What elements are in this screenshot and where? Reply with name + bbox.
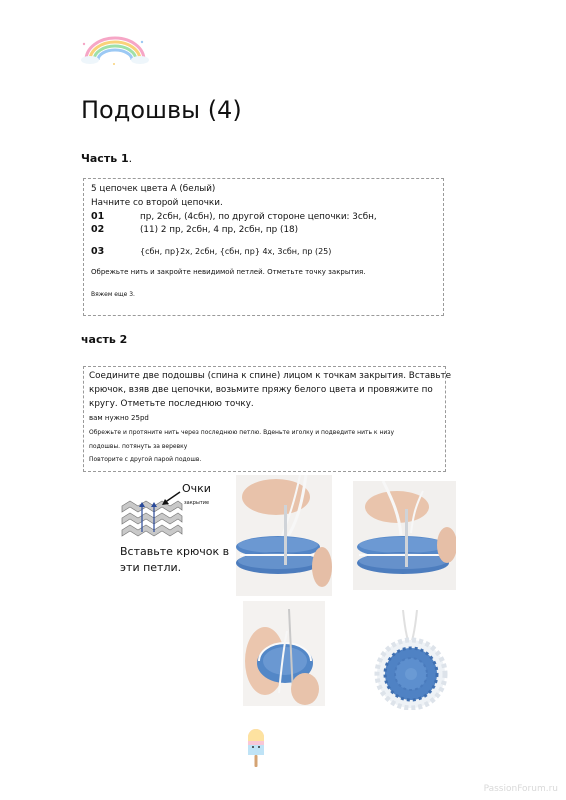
diagram-label-small: закрытие bbox=[184, 500, 210, 506]
part2-small: Обрежьте и протяните нить через последнюю петлю. Вденьте иголку и подведите нить к низу bbox=[89, 429, 395, 436]
part1-heading-tail: . bbox=[128, 152, 133, 165]
diagram-label-top: Очки bbox=[182, 482, 211, 495]
row-text: пр, 2сбн, (4сбн), по другой стороне цепочки: 3сбн, bbox=[140, 212, 377, 222]
photo-needle-threading bbox=[243, 601, 325, 706]
row-number: 03 bbox=[91, 246, 105, 257]
rainbow-logo bbox=[80, 34, 150, 66]
part2-instructions-box bbox=[83, 366, 452, 472]
row-number: 01 bbox=[91, 211, 105, 222]
part1-line: 5 цепочек цвета А (белый) bbox=[91, 184, 216, 194]
row-text: (11) 2 пр, 2сбн, 4 пр, 2сбн, пр (18) bbox=[140, 225, 299, 235]
part2-line: кругу. Отметьте последнюю точку. bbox=[89, 399, 254, 409]
part1-note: Вяжем еще 3. bbox=[91, 291, 135, 298]
photo-soles-joining bbox=[236, 475, 332, 596]
part1-instructions-box bbox=[83, 178, 444, 316]
part1-note: Обрежьте нить и закройте невидимой петлей. Отметьте точку закрытия. bbox=[91, 268, 366, 276]
diagram-caption: Вставьте крючок в bbox=[120, 545, 230, 558]
arrow-icon bbox=[160, 490, 182, 506]
part2-heading: часть 2 bbox=[81, 333, 128, 346]
photo-crocheting-edge bbox=[353, 481, 456, 590]
popsicle-icon bbox=[245, 727, 267, 769]
page-title: Подошвы (4) bbox=[81, 96, 242, 124]
part2-small: вам нужно 25pd bbox=[89, 414, 149, 422]
part2-line: крючок, взяв две цепочки, возьмите пряжу белого цвета и провяжите по bbox=[89, 385, 433, 395]
part1-heading-bold: Часть 1 bbox=[81, 152, 129, 165]
part2-small: Повторите с другой парой подошв. bbox=[89, 456, 202, 463]
stitch-diagram bbox=[118, 482, 228, 572]
part1-line: Начните со второй цепочки. bbox=[91, 198, 223, 208]
photo-finished-sole bbox=[363, 610, 459, 710]
part2-line: Соедините две подошвы (спина к спине) лицом к точкам закрытия. Вставьте bbox=[89, 371, 452, 381]
row-text: {сбн, пр}2х, 2сбн, {сбн, пр} 4х, 3сбн, пр (25) bbox=[140, 247, 332, 256]
part2-small: подошвы. потянуть за веревку bbox=[89, 443, 188, 450]
row-number: 02 bbox=[91, 224, 105, 235]
diagram-caption: эти петли. bbox=[120, 561, 182, 574]
watermark: PassionForum.ru bbox=[483, 784, 558, 794]
part1-heading bbox=[81, 152, 132, 165]
